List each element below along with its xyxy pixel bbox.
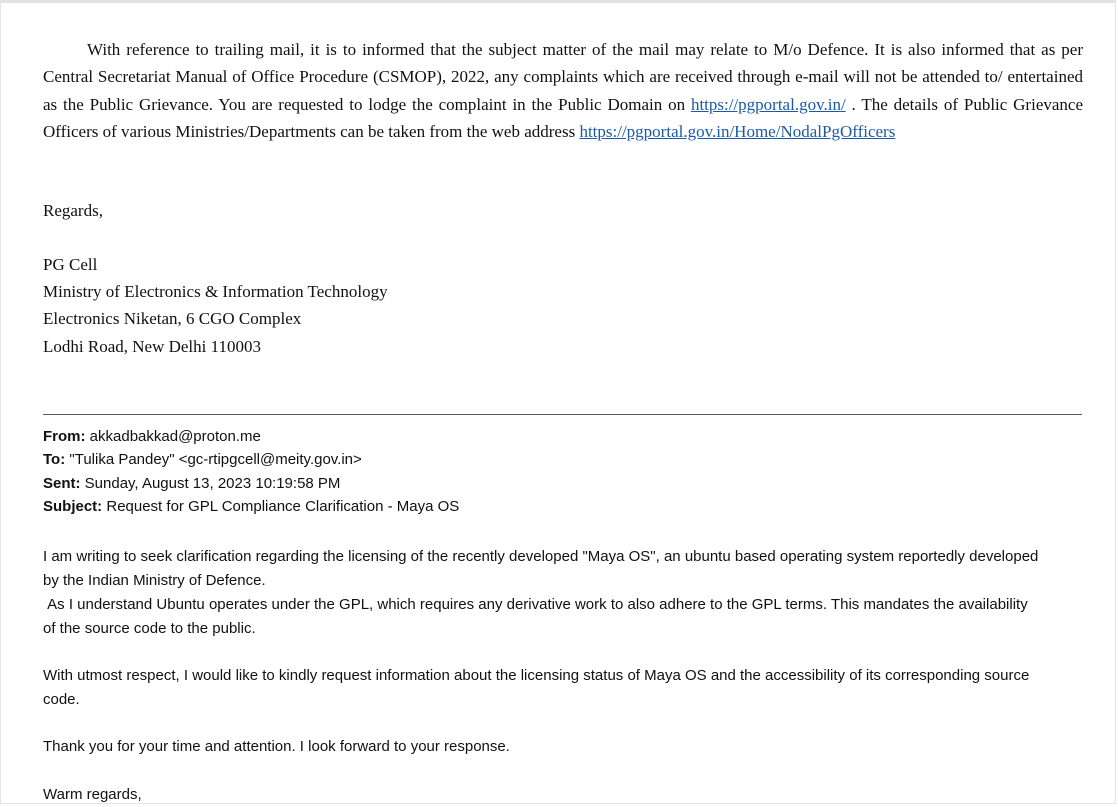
nodal-officers-link[interactable]: https://pgportal.gov.in/Home/NodalPgOfficers (579, 121, 896, 141)
reply-paragraph (43, 36, 1083, 145)
signature-line-org: PG Cell (43, 255, 98, 274)
sent-value: Sunday, August 13, 2023 10:19:58 PM (84, 475, 341, 492)
original-body-para-3 (43, 735, 1043, 759)
regards-text: Regards, (43, 201, 103, 220)
original-body-line: Warm regards, (43, 786, 142, 803)
pgportal-link[interactable]: https://pgportal.gov.in/ (690, 94, 846, 114)
original-body-para-1 (43, 545, 1043, 641)
reply-text-start: With reference to trailing mail, it is to informed that the subject matter of the mail may relate to M/o Defence. It is also informed that as per Central Secretariat Manual of Office Procedure (CSMOP), 2022, any complaints which are received through e-mail will not be attended to/ entertained as the Public Grievance. You are requested to lodge the complaint in the Public Domain on (43, 40, 1083, 114)
from-value: akkadbakkad@proton.me (89, 428, 261, 445)
reply-body (43, 36, 1083, 145)
sent-label: Sent: (43, 475, 81, 492)
signature-line-ministry: Ministry of Electronics & Information Technology (43, 282, 388, 301)
to-value: "Tulika Pandey" <gc-rtipgcell@meity.gov.in> (69, 451, 362, 468)
to-label: To: (43, 451, 66, 468)
original-body-para-2 (43, 664, 1043, 712)
from-header (43, 428, 261, 445)
subject-header (43, 498, 459, 515)
subject-label: Subject: (43, 498, 103, 515)
signature-line-address: Lodhi Road, New Delhi 110003 (43, 337, 261, 356)
original-body-line: Thank you for your time and attention. I look forward to your response. (43, 738, 510, 755)
message-divider (43, 414, 1082, 415)
to-header (43, 451, 362, 468)
original-body-line: With utmost respect, I would like to kindly request information about the licensing status of Maya OS and the accessibility of its corresponding source code. (43, 667, 1030, 708)
original-body-line: As I understand Ubuntu operates under the GPL, which requires any derivative work to also adhere to the GPL terms. This mandates the availability of the source code to the public. (43, 596, 1032, 637)
sent-header (43, 475, 340, 492)
subject-value: Request for GPL Compliance Clarification - Maya OS (106, 498, 460, 515)
original-body-line: I am writing to seek clarification regarding the licensing of the recently developed "Maya OS", an ubuntu based operating system reportedly developed by the Indian Ministry of Defence. (43, 548, 1039, 589)
from-label: From: (43, 428, 86, 445)
original-body-para-4 (43, 783, 1043, 807)
reply-text-mid: . The details of Public Grievance Officers of various Ministries/Departments can be taken from the web address (43, 94, 1084, 141)
signature-line-building: Electronics Niketan, 6 CGO Complex (43, 309, 302, 328)
